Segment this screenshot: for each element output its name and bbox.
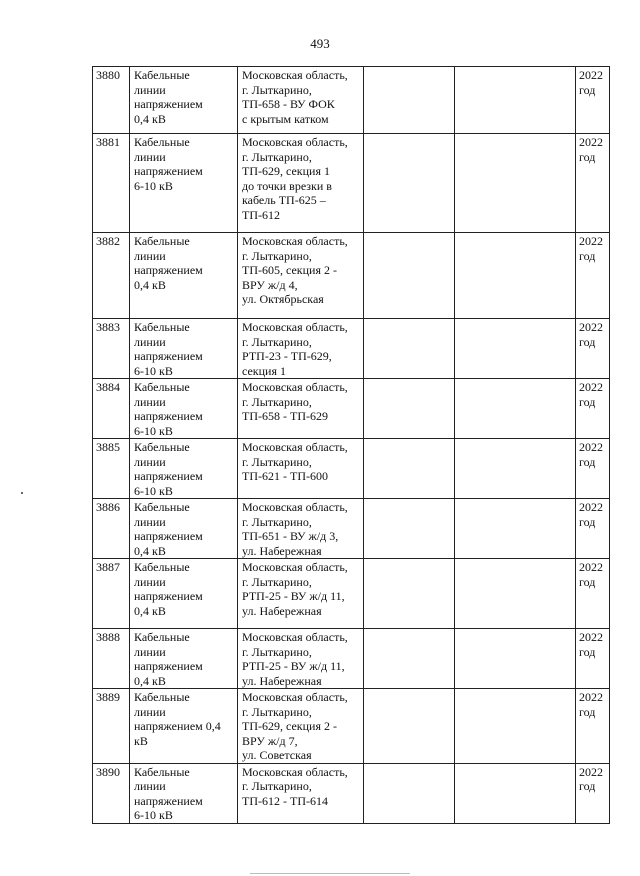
empty-cell — [364, 763, 455, 823]
empty-cell — [364, 689, 455, 764]
empty-cell — [455, 67, 576, 134]
registry-table — [92, 66, 610, 824]
empty-cell — [455, 763, 576, 823]
empty-cell — [455, 134, 576, 233]
empty-cell — [364, 379, 455, 439]
row-number-cell: 3882 — [93, 233, 130, 319]
empty-cell — [455, 233, 576, 319]
table-row — [93, 67, 610, 134]
empty-cell — [455, 319, 576, 379]
address-cell: Московская область, г. Лыткарино, ТП-658 - ТП-629 — [238, 379, 364, 439]
line-type-cell: Кабельные линии напряжением 6-10 кВ — [130, 763, 238, 823]
row-number-cell: 3883 — [93, 319, 130, 379]
address-cell: Московская область, г. Лыткарино, ТП-658 - ВУ ФОК с крытым катком — [238, 67, 364, 134]
row-number-cell: 3884 — [93, 379, 130, 439]
address-cell: Московская область, г. Лыткарино, РТП-25 - ВУ ж/д 11, ул. Набережная — [238, 559, 364, 629]
year-cell: 2022 год — [576, 134, 610, 233]
address-cell: Московская область, г. Лыткарино, РТП-23 - ТП-629, секция 1 — [238, 319, 364, 379]
empty-cell — [455, 499, 576, 559]
address-cell: Московская область, г. Лыткарино, ТП-651 - ВУ ж/д 3, ул. Набережная — [238, 499, 364, 559]
table-row — [93, 439, 610, 499]
table-row — [93, 319, 610, 379]
address-cell: Московская область, г. Лыткарино, РТП-25 - ВУ ж/д 11, ул. Набережная — [238, 629, 364, 689]
row-number-cell: 3890 — [93, 763, 130, 823]
table-row — [93, 233, 610, 319]
empty-cell — [455, 559, 576, 629]
line-type-cell: Кабельные линии напряжением 0,4 кВ — [130, 559, 238, 629]
row-number-cell: 3889 — [93, 689, 130, 764]
year-cell: 2022 год — [576, 499, 610, 559]
row-number-cell: 3887 — [93, 559, 130, 629]
line-type-cell: Кабельные линии напряжением 0,4 кВ — [130, 689, 238, 764]
year-cell: 2022 год — [576, 233, 610, 319]
row-number-cell: 3885 — [93, 439, 130, 499]
year-cell: 2022 год — [576, 67, 610, 134]
page-number: 493 — [310, 36, 330, 51]
empty-cell — [364, 67, 455, 134]
empty-cell — [455, 629, 576, 689]
empty-cell — [364, 134, 455, 233]
line-type-cell: Кабельные линии напряжением 6-10 кВ — [130, 319, 238, 379]
line-type-cell: Кабельные линии напряжением 6-10 кВ — [130, 134, 238, 233]
line-type-cell: Кабельные линии напряжением 0,4 кВ — [130, 233, 238, 319]
year-cell: 2022 год — [576, 439, 610, 499]
empty-cell — [364, 439, 455, 499]
line-type-cell: Кабельные линии напряжением 6-10 кВ — [130, 379, 238, 439]
table-row — [93, 379, 610, 439]
table-row — [93, 499, 610, 559]
line-type-cell: Кабельные линии напряжением 6-10 кВ — [130, 439, 238, 499]
year-cell: 2022 год — [576, 689, 610, 764]
row-number-cell: 3881 — [93, 134, 130, 233]
year-cell: 2022 год — [576, 379, 610, 439]
line-type-cell: Кабельные линии напряжением 0,4 кВ — [130, 499, 238, 559]
empty-cell — [455, 379, 576, 439]
address-cell: Московская область, г. Лыткарино, ТП-605, секция 2 - ВРУ ж/д 4, ул. Октябрьская — [238, 233, 364, 319]
empty-cell — [364, 319, 455, 379]
empty-cell — [364, 499, 455, 559]
address-cell: Московская область, г. Лыткарино, ТП-629, секция 1 до точки врезки в кабель ТП-625 – ТП-612 — [238, 134, 364, 233]
table-row — [93, 559, 610, 629]
scan-edge-line — [250, 873, 410, 874]
row-number-cell: 3888 — [93, 629, 130, 689]
scan-speck — [21, 492, 23, 494]
year-cell: 2022 год — [576, 629, 610, 689]
table-row — [93, 134, 610, 233]
address-cell: Московская область, г. Лыткарино, ТП-621 - ТП-600 — [238, 439, 364, 499]
empty-cell — [364, 629, 455, 689]
line-type-cell: Кабельные линии напряжением 0,4 кВ — [130, 67, 238, 134]
address-cell: Московская область, г. Лыткарино, ТП-612 - ТП-614 — [238, 763, 364, 823]
year-cell: 2022 год — [576, 559, 610, 629]
year-cell: 2022 год — [576, 763, 610, 823]
empty-cell — [364, 559, 455, 629]
row-number-cell: 3886 — [93, 499, 130, 559]
empty-cell — [364, 233, 455, 319]
row-number-cell: 3880 — [93, 67, 130, 134]
table-row — [93, 689, 610, 764]
table-row — [93, 763, 610, 823]
line-type-cell: Кабельные линии напряжением 0,4 кВ — [130, 629, 238, 689]
table-row — [93, 629, 610, 689]
address-cell: Московская область, г. Лыткарино, ТП-629, секция 2 - ВРУ ж/д 7, ул. Советская — [238, 689, 364, 764]
empty-cell — [455, 689, 576, 764]
empty-cell — [455, 439, 576, 499]
year-cell: 2022 год — [576, 319, 610, 379]
